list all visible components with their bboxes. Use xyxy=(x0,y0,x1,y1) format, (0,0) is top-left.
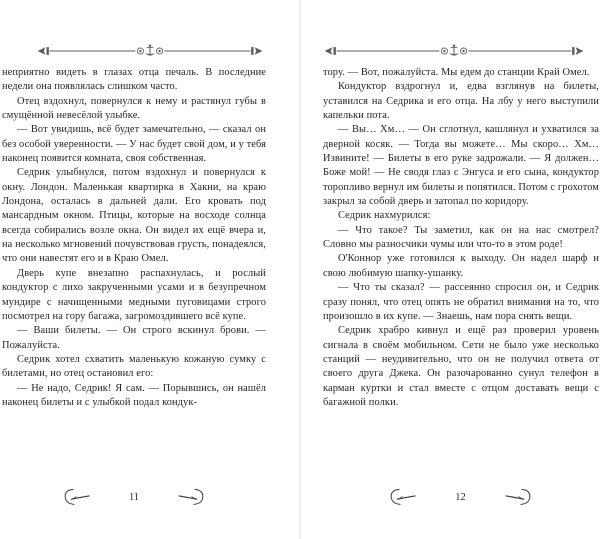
page-number: 11 xyxy=(128,491,140,503)
left-page-text-column xyxy=(2,66,266,410)
left-page xyxy=(0,0,299,539)
paragraph: О'Коннор уже готовился к выходу. Он надел шарф и свою любимую шапку-ушанку. xyxy=(323,253,599,279)
paragraph: Седрик нахмурился: xyxy=(338,210,431,222)
rule-with-center-medallion-icon xyxy=(36,44,264,58)
paragraph: тору. — Вот, пожалуйста. Мы едем до станции Край Омел. xyxy=(323,67,590,78)
paragraph: — Не надо, Седрик! Я сам. — Порывшись, он нашёл наконец билеты и с улыбкой подал кондук- xyxy=(2,382,266,408)
paragraph: Седрик храбро кивнул и ещё раз проверил уровень сигнала в своём мобильном. Сети не было уже несколько станций — неудивительно, что он не получил ответа от своего друга Джека. Он разочарованно сунул телефон в карман куртки и стал вместе с отцом доставать вещи с багажной полки. xyxy=(323,325,599,408)
rule-with-center-medallion-icon xyxy=(323,44,585,58)
paragraph: — Что такое? Ты заметил, как он на нас смотрел? Словно мы разносчики чумы или что-то в этом роде! xyxy=(323,224,599,251)
paragraph: — Ваши билеты. — Он строго вскинул брови. — Пожалуйста. xyxy=(2,325,266,351)
paragraph: Кондуктор вздрогнул и, едва взглянув на билеты, уставился на Седрика и его отца. На лбу у него выступили капельки пота. xyxy=(323,81,599,122)
paragraph: Дверь купе внезапно распахнулась, и рослый кондуктор с лихо закрученными усами и в безупречном мундире с начищенными медными пуговицами строго посмотрел на гору багажа, загромоздившего всё купе. xyxy=(2,267,266,322)
paragraph: — Вот увидишь, всё будет замечательно, — сказал он без особой уверенности. — У нас будет свой дом, и у тебя наконец появится комната, своя собственная. xyxy=(2,124,266,165)
double-swash-flourish-icon xyxy=(389,485,451,509)
paragraph: неприятно видеть в глазах отца печаль. В последние недели она появлялась слишком часто. xyxy=(2,67,266,93)
right-page-text-column xyxy=(323,66,599,410)
paragraph: Отец вздохнул, повернулся к нему и растянул губы в смущённой невесёлой улыбке. xyxy=(2,95,266,122)
left-page-footer xyxy=(0,485,299,509)
page-number: 12 xyxy=(455,491,466,503)
paragraph: Седрик улыбнулся, потом вздохнул и повернулся к окну. Лондон. Маленькая квартирка в Хакни, на краю Лондона, осталась в дальней дали. Его кровать под мансардным окном. Птицы, которые на восходе солнца всегда собирались возле окна. Он видел их ещё вчера и, на несколько мгновений почувствовав грусть, понадеялся, что они навестят его и в Краю Омел. xyxy=(2,167,266,265)
paragraph: Седрик хотел схватить маленькую кожаную сумку с билетами, но отец остановил его: xyxy=(2,353,266,380)
paragraph: — Вы… Хм… — Он сглотнул, кашлянул и ухватился за дверной косяк. — Тогда вы можете… Мы скоро… Хм… Извините! — Билеты в его руке задрожали. — Я должен… Боже мой! — Не сводя глаз с Энгуса и его сына, кондуктор торопливо вернул им билеты и попятился. Потом с грохотом закрыл за собой дверь и затопал по коридору. xyxy=(323,124,599,208)
double-swash-flourish-icon xyxy=(470,485,532,509)
right-page-footer xyxy=(301,485,600,509)
right-page xyxy=(301,0,600,539)
double-swash-flourish-icon xyxy=(63,485,125,509)
paragraph: — Что ты сказал? — рассеянно спросил он, и Седрик сразу понял, что отец опять не обратил внимания на то, что произошло в их купе. — Знаешь, нам пора снять вещи. xyxy=(323,282,599,322)
double-swash-flourish-icon xyxy=(143,485,205,509)
